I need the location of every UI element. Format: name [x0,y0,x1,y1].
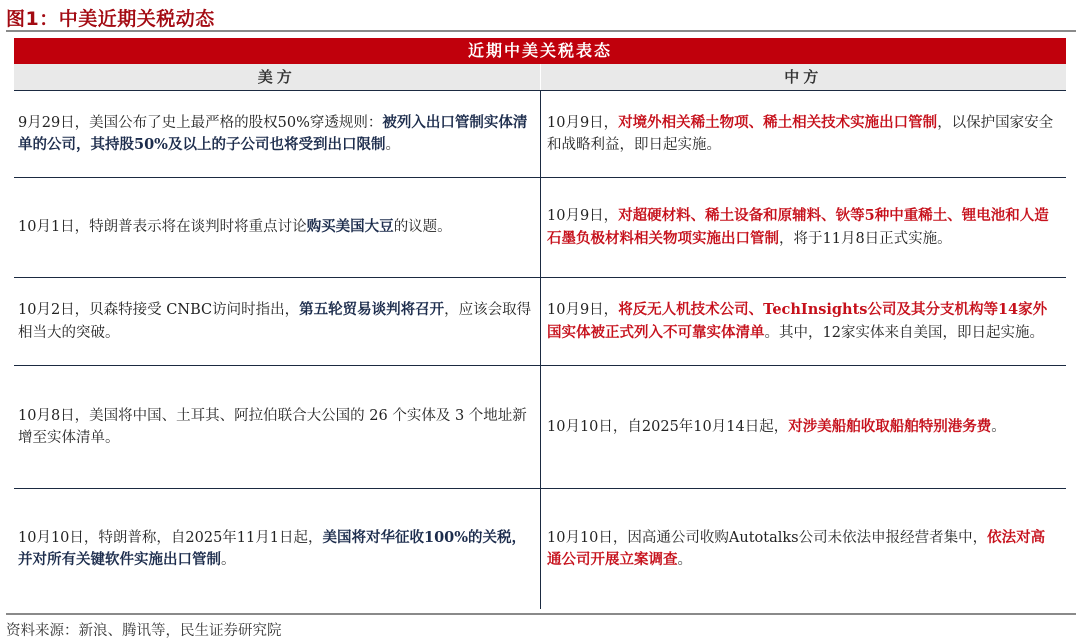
table-row [14,91,1066,178]
cn-text: 10月9日， [547,302,619,318]
cn-highlight: 对超硬材料、稀土设备和原辅料、钬等5种中重稀土、锂电池和人造石墨负极材料相关物项实施出口管制 [547,207,1049,247]
cn-text: 10月9日， [547,114,619,131]
table-row [14,278,1066,366]
cn-highlight: 依法对高通公司开展立案调查 [547,528,1046,568]
cn-text: 10月9日， [547,208,619,224]
cn-cell [540,178,1066,277]
tariff-table [14,38,1066,609]
title-divider [6,30,1076,32]
cn-highlight: 对涉美船舶收取船舶特别港务费 [788,417,992,435]
column-header-row [14,64,1066,91]
us-cell [14,178,540,277]
us-highlight: 被列入出口管制实体清单的公司，其持股50%及以上的子公司也将受到出口限制 [18,113,528,153]
cn-text-end: ，将于11月8日正式实施。 [779,230,952,247]
column-header-us: 美方 [14,64,540,90]
us-text-end: 的议题。 [393,219,452,236]
cn-text-end: 。 [677,552,692,568]
us-cell [14,91,540,177]
us-text: 10月2日，贝森特接受 CNBC访问时指出， [18,302,300,318]
us-text-end: 。 [221,552,236,568]
cn-text-end: 。其中，12家实体来自美国，即日起实施。 [764,324,1044,341]
us-highlight: 美国将对华征收100%的关税，并对所有关键软件实施出口管制 [18,528,527,568]
us-text-end: ，应该会取得相当大的突破。 [18,302,532,341]
us-text: 9月29日，美国公布了史上最严格的股权50%穿透规则： [18,114,383,131]
figure-title: 图1：中美近期关税动态 [6,8,215,30]
cn-cell [540,489,1066,609]
table-row [14,489,1066,609]
us-text: 10月8日，美国将中国、土耳其、阿拉伯联合大公国的 26 个实体及 3 个地址新增至实体清单。 [18,407,527,446]
cn-text: 10月10日，因高通公司收购Autotalks公司未依法申报经营者集中， [547,529,988,546]
us-text: 10月10日，特朗普称，自2025年11月1日起， [18,529,323,546]
cn-highlight: 将反无人机技术公司、TechInsights公司及其分支机构等14家外国实体被正式列入不可靠实体清单 [547,301,1048,341]
cn-highlight: 对境外相关稀土物项、稀土相关技术实施出口管制 [618,113,938,131]
cn-cell [540,366,1066,488]
us-cell [14,278,540,365]
us-cell [14,489,540,609]
table-row [14,366,1066,489]
source-note: 资料来源：新浪、腾讯等，民生证券研究院 [6,623,282,639]
table-banner: 近期中美关税表态 [14,38,1066,64]
bottom-divider [6,613,1076,615]
us-cell [14,366,540,488]
cn-text-end: 。 [991,418,1006,435]
column-header-cn: 中方 [540,64,1067,90]
table-row [14,178,1066,278]
us-highlight: 购买美国大豆 [306,218,394,236]
cn-cell [540,91,1066,177]
cn-cell [540,278,1066,365]
us-text-end: 。 [385,137,400,153]
cn-text-end: ，以保护国家安全和战略利益，即日起实施。 [547,114,1054,153]
cn-text: 10月10日，自2025年10月14日起， [547,418,789,435]
us-highlight: 第五轮贸易谈判将召开 [299,301,445,318]
us-text: 10月1日，特朗普表示将在谈判时将重点讨论 [18,219,307,236]
